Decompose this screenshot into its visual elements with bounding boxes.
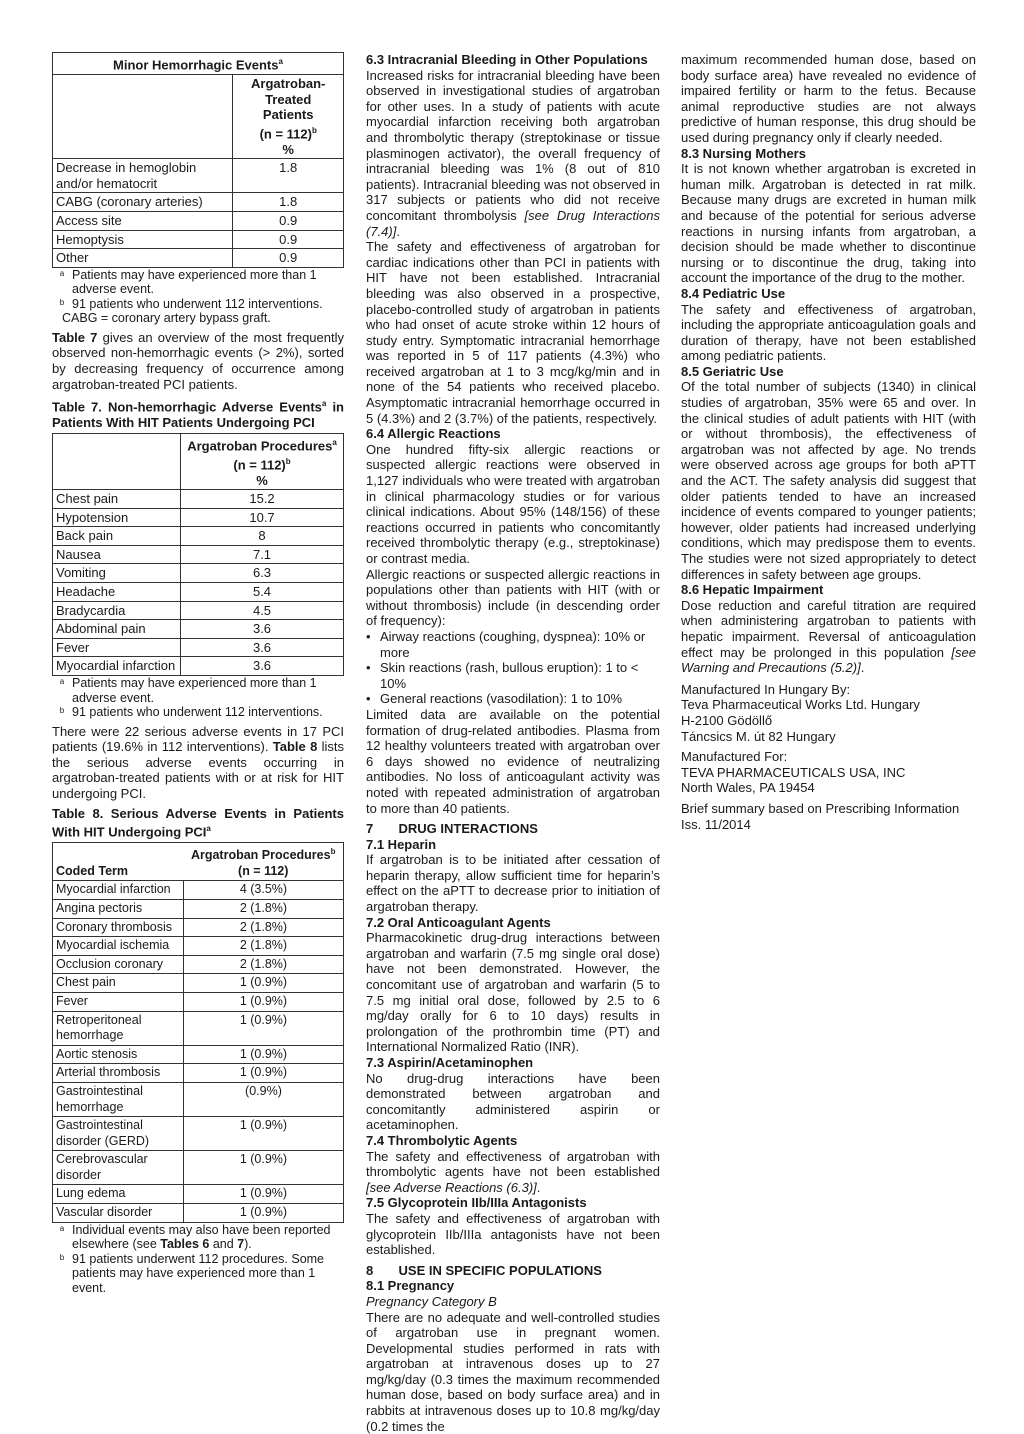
table-row: Fever 3.6 [53, 638, 344, 657]
table-row: Aortic stenosis 1 (0.9%) [53, 1045, 344, 1064]
table-row: Hypotension 10.7 [53, 508, 344, 527]
paragraph: The safety and effectiveness of argatroban, including the appropriate anticoagulation goals and duration of therapy, have not been established among pediatric patients. [681, 302, 976, 364]
footnote: b 91 patients underwent 112 procedures. Some patients may have experienced more than 1 event. [52, 1252, 344, 1296]
section-heading: 7.1 Heparin [366, 837, 660, 853]
footnote: CABG = coronary artery bypass graft. [52, 311, 344, 326]
table-row: CABG (coronary arteries) 1.8 [53, 193, 344, 212]
paragraph: Dose reduction and careful titration are required when administering argatroban to patients with hepatic impairment. Reversal of anticoagulation effect may be prolonged in this population [see Warning and Precautions (5.2)]. [681, 598, 976, 676]
table-row: Gastrointestinal disorder (GERD) 1 (0.9%) [53, 1117, 344, 1151]
paragraph: The safety and effectiveness of argatroban with glycoprotein IIb/IIIa antagonists have not been established. [366, 1211, 660, 1258]
subheading: Pregnancy Category B [366, 1294, 660, 1310]
manufacturer-block: Manufactured In Hungary By: Teva Pharmaceutical Works Ltd. Hungary H-2100 Gödöllő Táncsics M. út 82 Hungary [681, 682, 976, 744]
table-8 [52, 842, 344, 1223]
paragraph: Limited data are available on the potential formation of drug-related antibodies. Plasma from 12 healthy volunteers treated with argatroban over 6 days showed no evidence of neutralizing antibodies. No loss of anticoagulant activity was noted with repeated administration of argatroban to more than 40 patients. [366, 707, 660, 816]
column-header: Coded Term [53, 843, 184, 881]
table-row: Abdominal pain 3.6 [53, 620, 344, 639]
column-right [681, 52, 976, 832]
table-row: Retroperitoneal hemorrhage 1 (0.9%) [53, 1011, 344, 1045]
paragraph: Of the total number of subjects (1340) in clinical studies of argatroban, 35% were 65 and over. In the clinical studies of adult patients with HIT (with or without thrombosis), the effectiveness of argatroban was not affected by age. No trends were observed across age groups for both aPTT and the ACT. The safety analysis did suggest that older patients tended to have an increased incidence of events compared to younger patients; however, older patients had increased underlying conditions, which may predispose them to events. The studies were not sized appropriately to detect differences in safety between age groups. [681, 379, 976, 582]
table-row: Other 0.9 [53, 249, 344, 268]
table-title: Minor Hemorrhagic Events$^a$ [53, 53, 344, 75]
paragraph: If argatroban is to be initiated after cessation of heparin therapy, allow sufficient time for heparin’s effect on the aPTT to decrease prior to initiation of argatroban therapy. [366, 852, 660, 914]
table-row: Chest pain 1 (0.9%) [53, 974, 344, 993]
footnote: a Patients may have experienced more than 1 adverse event. [52, 268, 344, 297]
paragraph: Table 7 gives an overview of the most frequently observed non-hemorrhagic events (> 2%), sorted by decreasing frequency of occurrence among argatroban-treated PCI patients. [52, 330, 344, 392]
section-heading: 7.5 Glycoprotein IIb/IIIa Antagonists [366, 1195, 660, 1211]
footnote: b 91 patients who underwent 112 interventions. [52, 705, 344, 720]
paragraph: Pharmacokinetic drug-drug interactions between argatroban and warfarin (7.5 mg single oral dose) have not been demonstrated. However, the concomitant use of argatroban and warfarin (5 to 7.5 mg initial oral dose, followed by 2.5 to 6 mg/day orally for 6 to 10 days) results in prolongation of the prothrombin time (PT) and International Normalized Ratio (INR). [366, 930, 660, 1055]
section-heading: 7.3 Aspirin/Acetaminophen [366, 1055, 660, 1071]
paragraph: There were 22 serious adverse events in 17 PCI patients (19.6% in 112 interventions). Table 8 lists the serious adverse events occurring in argatroban-treated patients with or at risk for HIT undergoing PCI. [52, 724, 344, 802]
footnote: a Individual events may also have been reported elsewhere (see Tables 6 and 7). [52, 1223, 344, 1252]
table-row: Coronary thrombosis 2 (1.8%) [53, 918, 344, 937]
table-row: Nausea 7.1 [53, 545, 344, 564]
table-row: Headache 5.4 [53, 583, 344, 602]
list-item: • Skin reactions (rash, bullous eruption): 1 to < 10% [366, 660, 660, 691]
summary-note: Brief summary based on Prescribing Information Iss. 11/2014 [681, 801, 976, 832]
table-row: Chest pain 15.2 [53, 490, 344, 509]
section-heading: 8 USE IN SPECIFIC POPULATIONS [366, 1263, 660, 1279]
table-row: Angina pectoris 2 (1.8%) [53, 899, 344, 918]
table-row: Arterial thrombosis 1 (0.9%) [53, 1064, 344, 1083]
paragraph: It is not known whether argatroban is excreted in human milk. Argatroban is detected in rat milk. Because many drugs are excreted in human milk and because of the potential for serious adverse reactions in nursing infants from argatroban, a decision should be made whether to discontinue nursing or to discontinue the drug, taking into account the importance of the drug to the mother. [681, 161, 976, 286]
minor-hemorrhagic-table [52, 52, 344, 268]
table-row: Myocardial ischemia 2 (1.8%) [53, 937, 344, 956]
table-row: Fever 1 (0.9%) [53, 992, 344, 1011]
paragraph: There are no adequate and well-controlled studies of argatroban use in pregnant women. Developmental studies performed in rats with argatroban at intravenous doses up to 27 mg/kg/day (0.3 times the maximum recommended human dose, based on body surface area) and in rabbits at intravenous doses up to 10.8 mg/kg/day (0.2 times the [366, 1310, 660, 1434]
section-heading: 7 DRUG INTERACTIONS [366, 821, 660, 837]
table-row: Access site 0.9 [53, 212, 344, 231]
table-row: Decrease in hemoglobin and/or hematocrit 1.8 [53, 159, 344, 193]
section-heading: 8.4 Pediatric Use [681, 286, 976, 302]
section-heading: 8.1 Pregnancy [366, 1278, 660, 1294]
table-7 [52, 433, 344, 676]
table-row: Vomiting 6.3 [53, 564, 344, 583]
table-row: Gastrointestinal hemorrhage (0.9%) [53, 1082, 344, 1116]
table-row: Myocardial infarction 3.6 [53, 657, 344, 676]
section-heading: 6.4 Allergic Reactions [366, 426, 660, 442]
table-row: Vascular disorder 1 (0.9%) [53, 1204, 344, 1223]
table-row: Back pain 8 [53, 527, 344, 546]
table-caption: Table 7. Non-hemorrhagic Adverse Events$^a$ in Patients With HIT Patients Undergoing PCI [52, 396, 344, 431]
section-heading: 6.3 Intracranial Bleeding in Other Populations [366, 52, 660, 68]
table-caption: Table 8. Serious Adverse Events in Patients With HIT Undergoing PCI$^a$ [52, 806, 344, 841]
paragraph: Allergic reactions or suspected allergic reactions in populations other than patients with HIT (with or without thrombosis) include (in descending order of frequency): [366, 567, 660, 629]
list-item: • Airway reactions (coughing, dyspnea): 10% or more [366, 629, 660, 660]
column-header: Argatroban Procedures$^b$ (n = 112) [183, 843, 343, 881]
paragraph: Increased risks for intracranial bleeding have been observed in investigational studies of argatroban for other uses. In a study of patients with acute myocardial infarction receiving both argatroban and thrombolytic therapy (streptokinase or tissue plasminogen activator), the overall frequency of intracranial bleeding was 1% (8 out of 810 patients). Intracranial bleeding was not observed in 317 subjects or patients who did not receive concomitant thrombolysis [see Drug Interactions (7.4)]. [366, 68, 660, 240]
section-heading: 7.2 Oral Anticoagulant Agents [366, 915, 660, 931]
column-header: Argatroban Procedures$^a$ (n = 112)$^b$ % [181, 433, 344, 489]
section-heading: 8.5 Geriatric Use [681, 364, 976, 380]
column-left [52, 52, 344, 1295]
table-row: Occlusion coronary 2 (1.8%) [53, 955, 344, 974]
footnote: b 91 patients who underwent 112 interventions. [52, 297, 344, 312]
section-heading: 8.6 Hepatic Impairment [681, 582, 976, 598]
table-row: Myocardial infarction 4 (3.5%) [53, 881, 344, 900]
list-item: • General reactions (vasodilation): 1 to 10% [366, 691, 660, 707]
paragraph: The safety and effectiveness of argatroban with thrombolytic agents have not been established [see Adverse Reactions (6.3)]. [366, 1149, 660, 1196]
column-header: Argatroban-Treated Patients (n = 112)$^b$ % [233, 74, 344, 158]
paragraph: No drug-drug interactions have been demonstrated between argatroban and concomitantly administered aspirin or acetaminophen. [366, 1071, 660, 1133]
section-heading: 7.4 Thrombolytic Agents [366, 1133, 660, 1149]
paragraph: The safety and effectiveness of argatroban for cardiac indications other than PCI in patients with HIT have not been established. Intracranial bleeding was also observed in a prospective, placebo-controlled study of argatroban in patients who had onset of acute stroke within 12 hours of study entry. Symptomatic intracranial hemorrhage was reported in 5 of 117 patients (4.3%) who received argatroban at 1 to 3 mcg/kg/min and in none of the 54 patients who received placebo. Asymptomatic intracranial hemorrhage occurred in 5 (4.3%) and 2 (3.7%) of the patients, respectively. [366, 239, 660, 426]
manufactured-for-block: Manufactured For: TEVA PHARMACEUTICALS USA, INC North Wales, PA 19454 [681, 749, 976, 796]
paragraph: maximum recommended human dose, based on body surface area) have revealed no evidence of impaired fertility or harm to the fetus. Because animal reproductive studies are not always predictive of human response, this drug should be used during pregnancy only if clearly needed. [681, 52, 976, 146]
table-row: Bradycardia 4.5 [53, 601, 344, 620]
table-row: Hemoptysis 0.9 [53, 230, 344, 249]
section-heading: 8.3 Nursing Mothers [681, 146, 976, 162]
footnote: a Patients may have experienced more than 1 adverse event. [52, 676, 344, 705]
column-middle [366, 52, 660, 1434]
table-row: Cerebrovascular disorder 1 (0.9%) [53, 1151, 344, 1185]
paragraph: One hundred fifty-six allergic reactions or suspected allergic reactions were observed in 1,127 individuals who were treated with argatroban in clinical pharmacology studies or for various clinical indications. About 95% (148/156) of these reactions occurred in patients who concomitantly received thrombolytic therapy (e.g., streptokinase) or contrast media. [366, 442, 660, 567]
table-row: Lung edema 1 (0.9%) [53, 1185, 344, 1204]
